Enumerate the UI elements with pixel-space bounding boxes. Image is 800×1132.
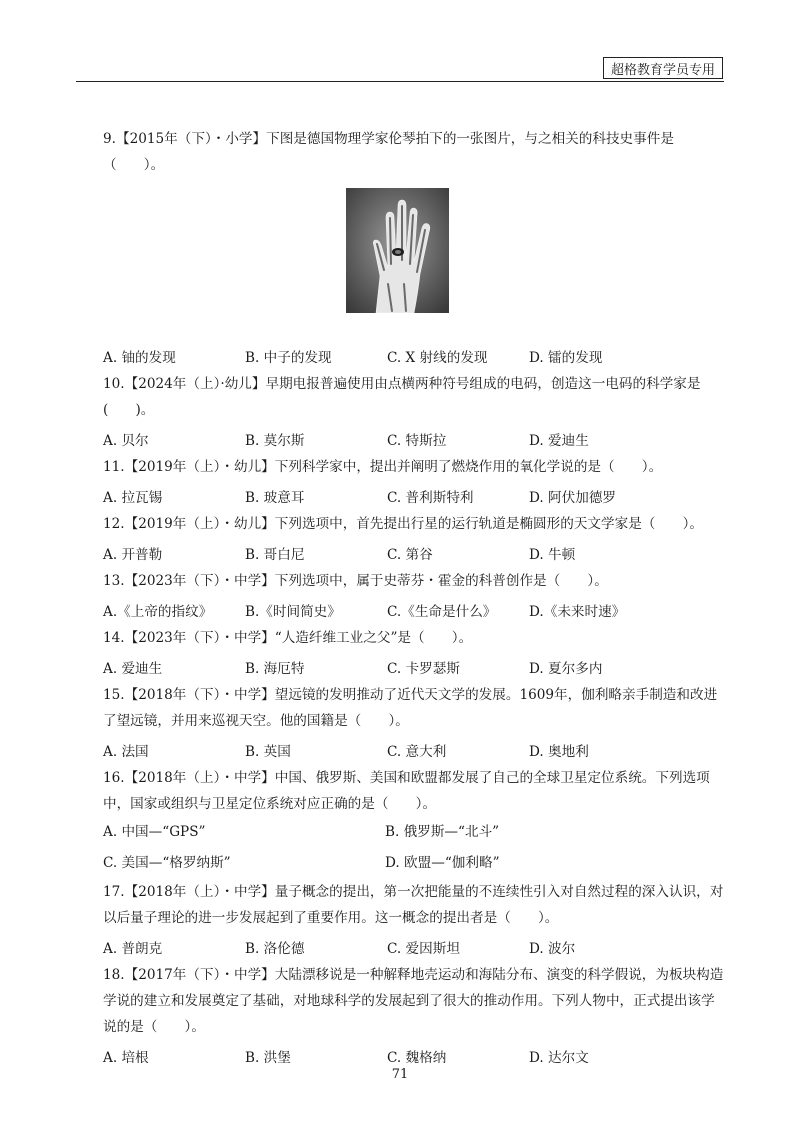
option-d[interactable]: D. 爱迪生 — [529, 432, 589, 449]
question-stem: 17.【2018年（上）・中学】量子概念的提出，第一次把能量的不连续性引入对自然过程的深入认识，对以后量子理论的进一步发展起到了重要作用。这一概念的提出者是（ ）。 — [103, 884, 724, 926]
option-a[interactable]: A. 铀的发现 — [103, 349, 176, 366]
header-rule — [76, 81, 724, 82]
option-d[interactable]: D.《未来时速》 — [529, 603, 626, 620]
question-13 — [103, 568, 728, 625]
question-11 — [103, 454, 728, 511]
option-c[interactable]: C. 美国—“格罗纳斯” — [103, 855, 231, 871]
question-17 — [103, 879, 728, 962]
option-b[interactable]: B. 俄罗斯—“北斗” — [385, 824, 500, 840]
option-a[interactable]: A. 中国—“GPS” — [103, 824, 206, 840]
option-c[interactable]: C. 意大利 — [387, 743, 447, 760]
page-number: 71 — [391, 1067, 409, 1082]
question-list — [103, 126, 728, 1071]
question-14 — [103, 625, 728, 682]
option-d[interactable]: D. 阿伏加德罗 — [529, 489, 617, 506]
question-10 — [103, 371, 728, 454]
option-a[interactable]: A. 爱迪生 — [103, 660, 163, 677]
question-18 — [103, 962, 728, 1071]
option-c[interactable]: C. X 射线的发现 — [387, 349, 488, 366]
header-label: 超格教育学员专用 — [603, 57, 723, 79]
question-16 — [103, 765, 728, 879]
question-9 — [103, 126, 728, 371]
option-d[interactable]: D. 波尔 — [529, 940, 576, 957]
option-d[interactable]: D. 奥地利 — [529, 743, 589, 760]
xray-hand-icon — [346, 188, 449, 313]
option-c[interactable]: C.《生命是什么》 — [387, 603, 497, 620]
option-d[interactable]: D. 牛顿 — [529, 546, 576, 563]
option-row — [103, 537, 728, 568]
question-figure — [103, 178, 728, 340]
option-a[interactable]: A. 培根 — [103, 1049, 149, 1066]
option-c[interactable]: C. 特斯拉 — [387, 432, 447, 449]
question-stem: 15.【2018年（下）・中学】望远镜的发明推动了近代天文学的发展。1609年，伽利略亲手制造和改进了望远镜，并用来巡视天空。他的国籍是（ ）。 — [103, 687, 718, 729]
question-stem: 16.【2018年（上）・中学】中国、俄罗斯、美国和欧盟都发展了自己的全球卫星定位系统。下列选项中，国家或组织与卫星定位系统对应正确的是（ ）。 — [103, 770, 710, 812]
question-stem: 12.【2019年（上）・幼儿】下列选项中，首先提出行星的运行轨道是椭圆形的天文学家是（ ）。 — [103, 516, 703, 532]
option-b[interactable]: B. 英国 — [245, 743, 291, 760]
option-c[interactable]: C. 普利斯特利 — [387, 489, 474, 506]
option-c[interactable]: C. 卡罗瑟斯 — [387, 660, 460, 677]
option-b[interactable]: B. 洛伦德 — [245, 940, 305, 957]
question-12 — [103, 511, 728, 568]
option-row — [103, 340, 728, 371]
option-b[interactable]: B. 中子的发现 — [245, 349, 332, 366]
option-row — [103, 594, 728, 625]
question-stem: 14.【2023年（下）・中学】“人造纤维工业之父”是（ ）。 — [103, 630, 473, 646]
option-row — [103, 423, 728, 454]
option-b[interactable]: B. 玻意耳 — [245, 489, 305, 506]
option-c[interactable]: C. 第谷 — [387, 546, 433, 563]
option-row — [103, 931, 728, 962]
option-row — [103, 734, 728, 765]
option-b[interactable]: B.《时间简史》 — [245, 603, 341, 620]
question-stem: 18.【2017年（下）・中学】大陆漂移说是一种解释地壳运动和海陆分布、演变的科学假说，为板块构造学说的建立和发展奠定了基础，对地球科学的发展起到了很大的推动作用。下列人物中，正式提出该学说的是（ ）。 — [103, 967, 724, 1035]
option-a[interactable]: A. 贝尔 — [103, 432, 149, 449]
option-a[interactable]: A.《上帝的指纹》 — [103, 603, 213, 620]
option-grid — [103, 817, 728, 879]
option-d[interactable]: D. 欧盟—“伽利略” — [385, 855, 500, 871]
option-row — [103, 651, 728, 682]
question-stem: 11.【2019年（上）・幼儿】下列科学家中，提出并阐明了燃烧作用的氧化学说的是（ ）。 — [103, 459, 663, 475]
question-15 — [103, 682, 728, 765]
option-b[interactable]: B. 海厄特 — [245, 660, 305, 677]
option-a[interactable]: A. 法国 — [103, 743, 149, 760]
option-a[interactable]: A. 普朗克 — [103, 940, 163, 957]
option-d[interactable]: D. 夏尔多内 — [529, 660, 603, 677]
option-a[interactable]: A. 拉瓦锡 — [103, 489, 163, 506]
option-row — [103, 480, 728, 511]
option-b[interactable]: B. 莫尔斯 — [245, 432, 305, 449]
option-d[interactable]: D. 镭的发现 — [529, 349, 603, 366]
question-stem: 9.【2015年（下）・小学】下图是德国物理学家伦琴拍下的一张图片，与之相关的科技史事件是（ ）。 — [103, 131, 674, 173]
question-stem: 10.【2024年（上）·幼儿】早期电报普遍使用由点横两种符号组成的电码，创造这一电码的科学家是( )。 — [103, 376, 701, 418]
option-b[interactable]: B. 洪堡 — [245, 1049, 291, 1066]
question-stem: 13.【2023年（下）・中学】下列选项中，属于史蒂芬・霍金的科普创作是（ ）。 — [103, 573, 608, 589]
option-a[interactable]: A. 开普勒 — [103, 546, 163, 563]
option-b[interactable]: B. 哥白尼 — [245, 546, 305, 563]
option-c[interactable]: C. 魏格纳 — [387, 1049, 447, 1066]
option-d[interactable]: D. 达尔文 — [529, 1049, 589, 1066]
option-c[interactable]: C. 爱因斯坦 — [387, 940, 460, 957]
